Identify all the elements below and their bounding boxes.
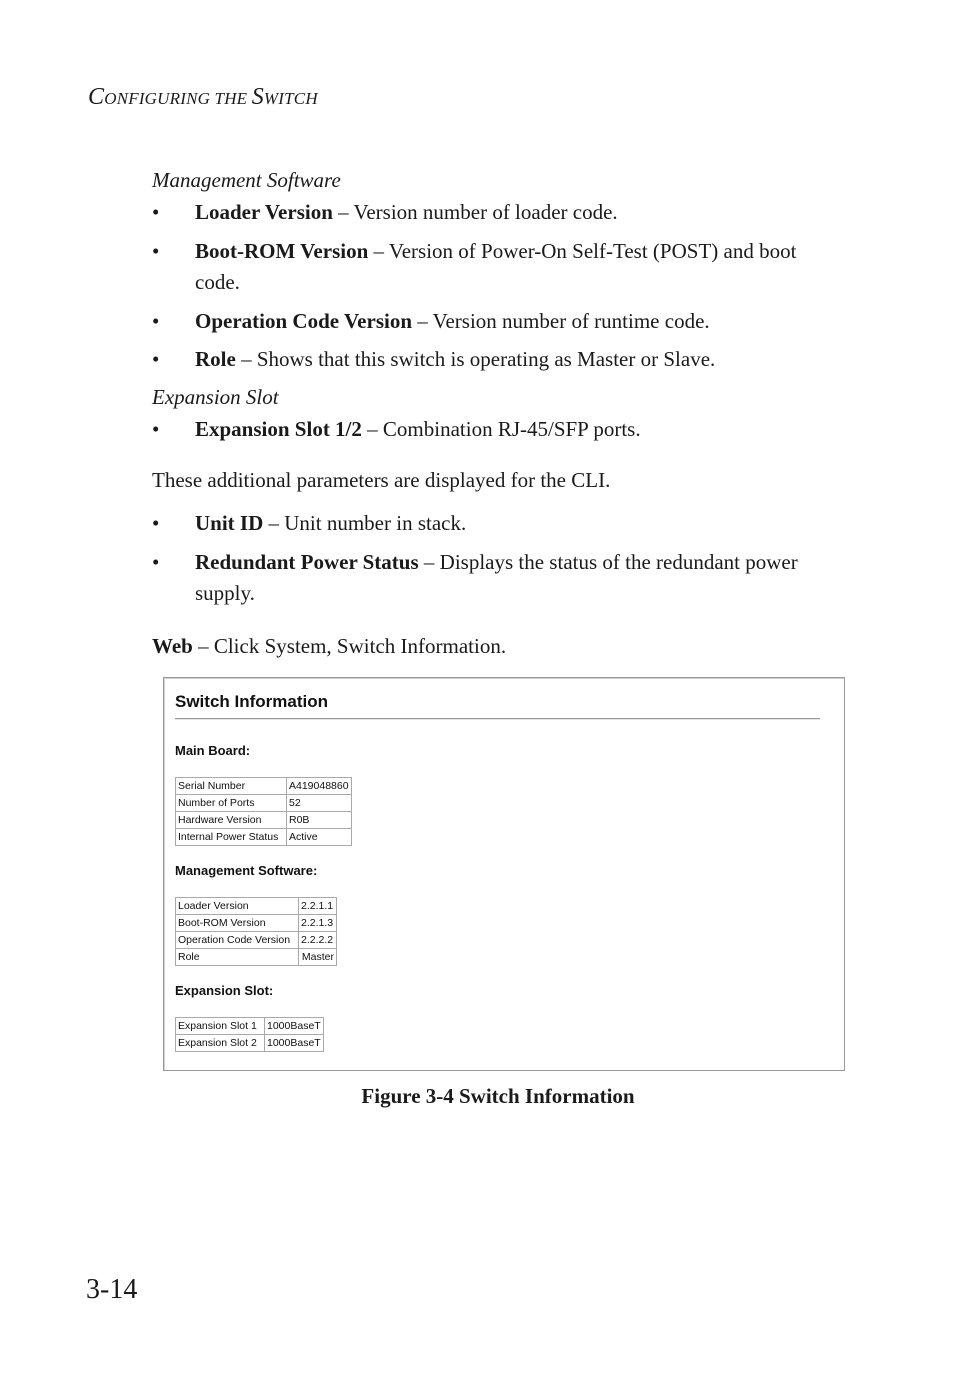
row-value: Master <box>299 949 337 966</box>
bullet-glyph: • <box>152 309 160 333</box>
table-row <box>176 829 352 846</box>
row-value: A419048860 <box>287 778 352 795</box>
web-desc: – Click System, Switch Information. <box>192 634 507 658</box>
management-software-subhead: Management Software <box>152 168 341 192</box>
figure-page-title: Switch Information <box>175 692 328 711</box>
bullet-glyph: • <box>152 417 160 441</box>
page-number: 3-14 <box>86 1274 138 1305</box>
bullet-term: Redundant Power Status <box>195 550 419 574</box>
running-head-initial-s: S <box>251 84 264 110</box>
row-value: 2.2.1.3 <box>299 915 337 932</box>
web-term: Web <box>152 634 193 658</box>
bullet-desc: – Combination RJ-45/SFP ports. <box>361 417 641 441</box>
expansion-slot-heading: Expansion Slot: <box>175 983 274 998</box>
bullet-glyph: • <box>152 550 160 574</box>
row-label: Boot-ROM Version <box>176 915 299 932</box>
row-value: 1000BaseT <box>265 1018 324 1035</box>
cli-intro-paragraph: These additional parameters are displayed for the CLI. <box>152 468 611 492</box>
bullet-desc: – Version number of runtime code. <box>412 309 710 333</box>
web-instruction <box>152 631 506 662</box>
title-divider <box>175 718 820 720</box>
row-value: 2.2.2.2 <box>299 932 337 949</box>
bullet-text <box>195 197 845 228</box>
row-value: 52 <box>287 795 352 812</box>
switch-information-screenshot <box>163 677 845 1071</box>
bullet-text <box>195 236 845 298</box>
table-row <box>176 915 337 932</box>
bullet-term: Role <box>195 347 236 371</box>
bullet-term: Operation Code Version <box>195 309 413 333</box>
table-row <box>176 812 352 829</box>
management-software-table <box>175 897 337 966</box>
bullet-text <box>195 306 845 337</box>
row-label: Hardware Version <box>176 812 287 829</box>
bullet-desc: – Unit number in stack. <box>263 511 467 535</box>
expansion-slot-table <box>175 1017 324 1052</box>
main-board-heading: Main Board: <box>175 743 251 758</box>
bullet-text <box>195 508 845 539</box>
bullet-glyph: • <box>152 200 160 224</box>
row-label: Number of Ports <box>176 795 287 812</box>
table-row <box>176 898 337 915</box>
bullet-text <box>195 414 845 445</box>
table-row <box>176 1035 324 1052</box>
bullet-text <box>195 344 845 375</box>
bullet-term: Loader Version <box>195 200 333 224</box>
expansion-slot-subhead: Expansion Slot <box>152 385 279 409</box>
table-row <box>176 1018 324 1035</box>
bullet-term: Boot-ROM Version <box>195 239 369 263</box>
table-row <box>176 778 352 795</box>
bullet-term: Unit ID <box>195 511 264 535</box>
bullet-glyph: • <box>152 347 160 371</box>
row-value: R0B <box>287 812 352 829</box>
bullet-text <box>195 547 845 609</box>
bullet-glyph: • <box>152 511 160 535</box>
running-head-part1: ONFIGURING THE <box>104 89 252 108</box>
bullet-term: Expansion Slot 1/2 <box>195 417 362 441</box>
row-label: Expansion Slot 1 <box>176 1018 265 1035</box>
table-row <box>176 949 337 966</box>
running-head-initial-c: C <box>88 84 105 110</box>
row-value: 1000BaseT <box>265 1035 324 1052</box>
row-label: Expansion Slot 2 <box>176 1035 265 1052</box>
main-board-table <box>175 777 352 846</box>
table-row <box>176 932 337 949</box>
row-label: Internal Power Status <box>176 829 287 846</box>
bullet-desc: – Version of Power-On Self-Test (POST) and boot code. <box>195 239 797 294</box>
running-head-part2: WITCH <box>263 89 318 108</box>
row-label: Role <box>176 949 299 966</box>
bullet-desc: – Shows that this switch is operating as Master or Slave. <box>235 347 716 371</box>
bullet-glyph: • <box>152 239 160 263</box>
row-value: Active <box>287 829 352 846</box>
row-label: Operation Code Version <box>176 932 299 949</box>
table-row <box>176 795 352 812</box>
management-software-heading: Management Software: <box>175 863 318 878</box>
running-head <box>88 84 318 111</box>
figure-caption: Figure 3-4 Switch Information <box>361 1084 635 1108</box>
row-label: Loader Version <box>176 898 299 915</box>
bullet-desc: – Displays the status of the redundant power supply. <box>195 550 798 605</box>
row-value: 2.2.1.1 <box>299 898 337 915</box>
bullet-desc: – Version number of loader code. <box>332 200 618 224</box>
row-label: Serial Number <box>176 778 287 795</box>
